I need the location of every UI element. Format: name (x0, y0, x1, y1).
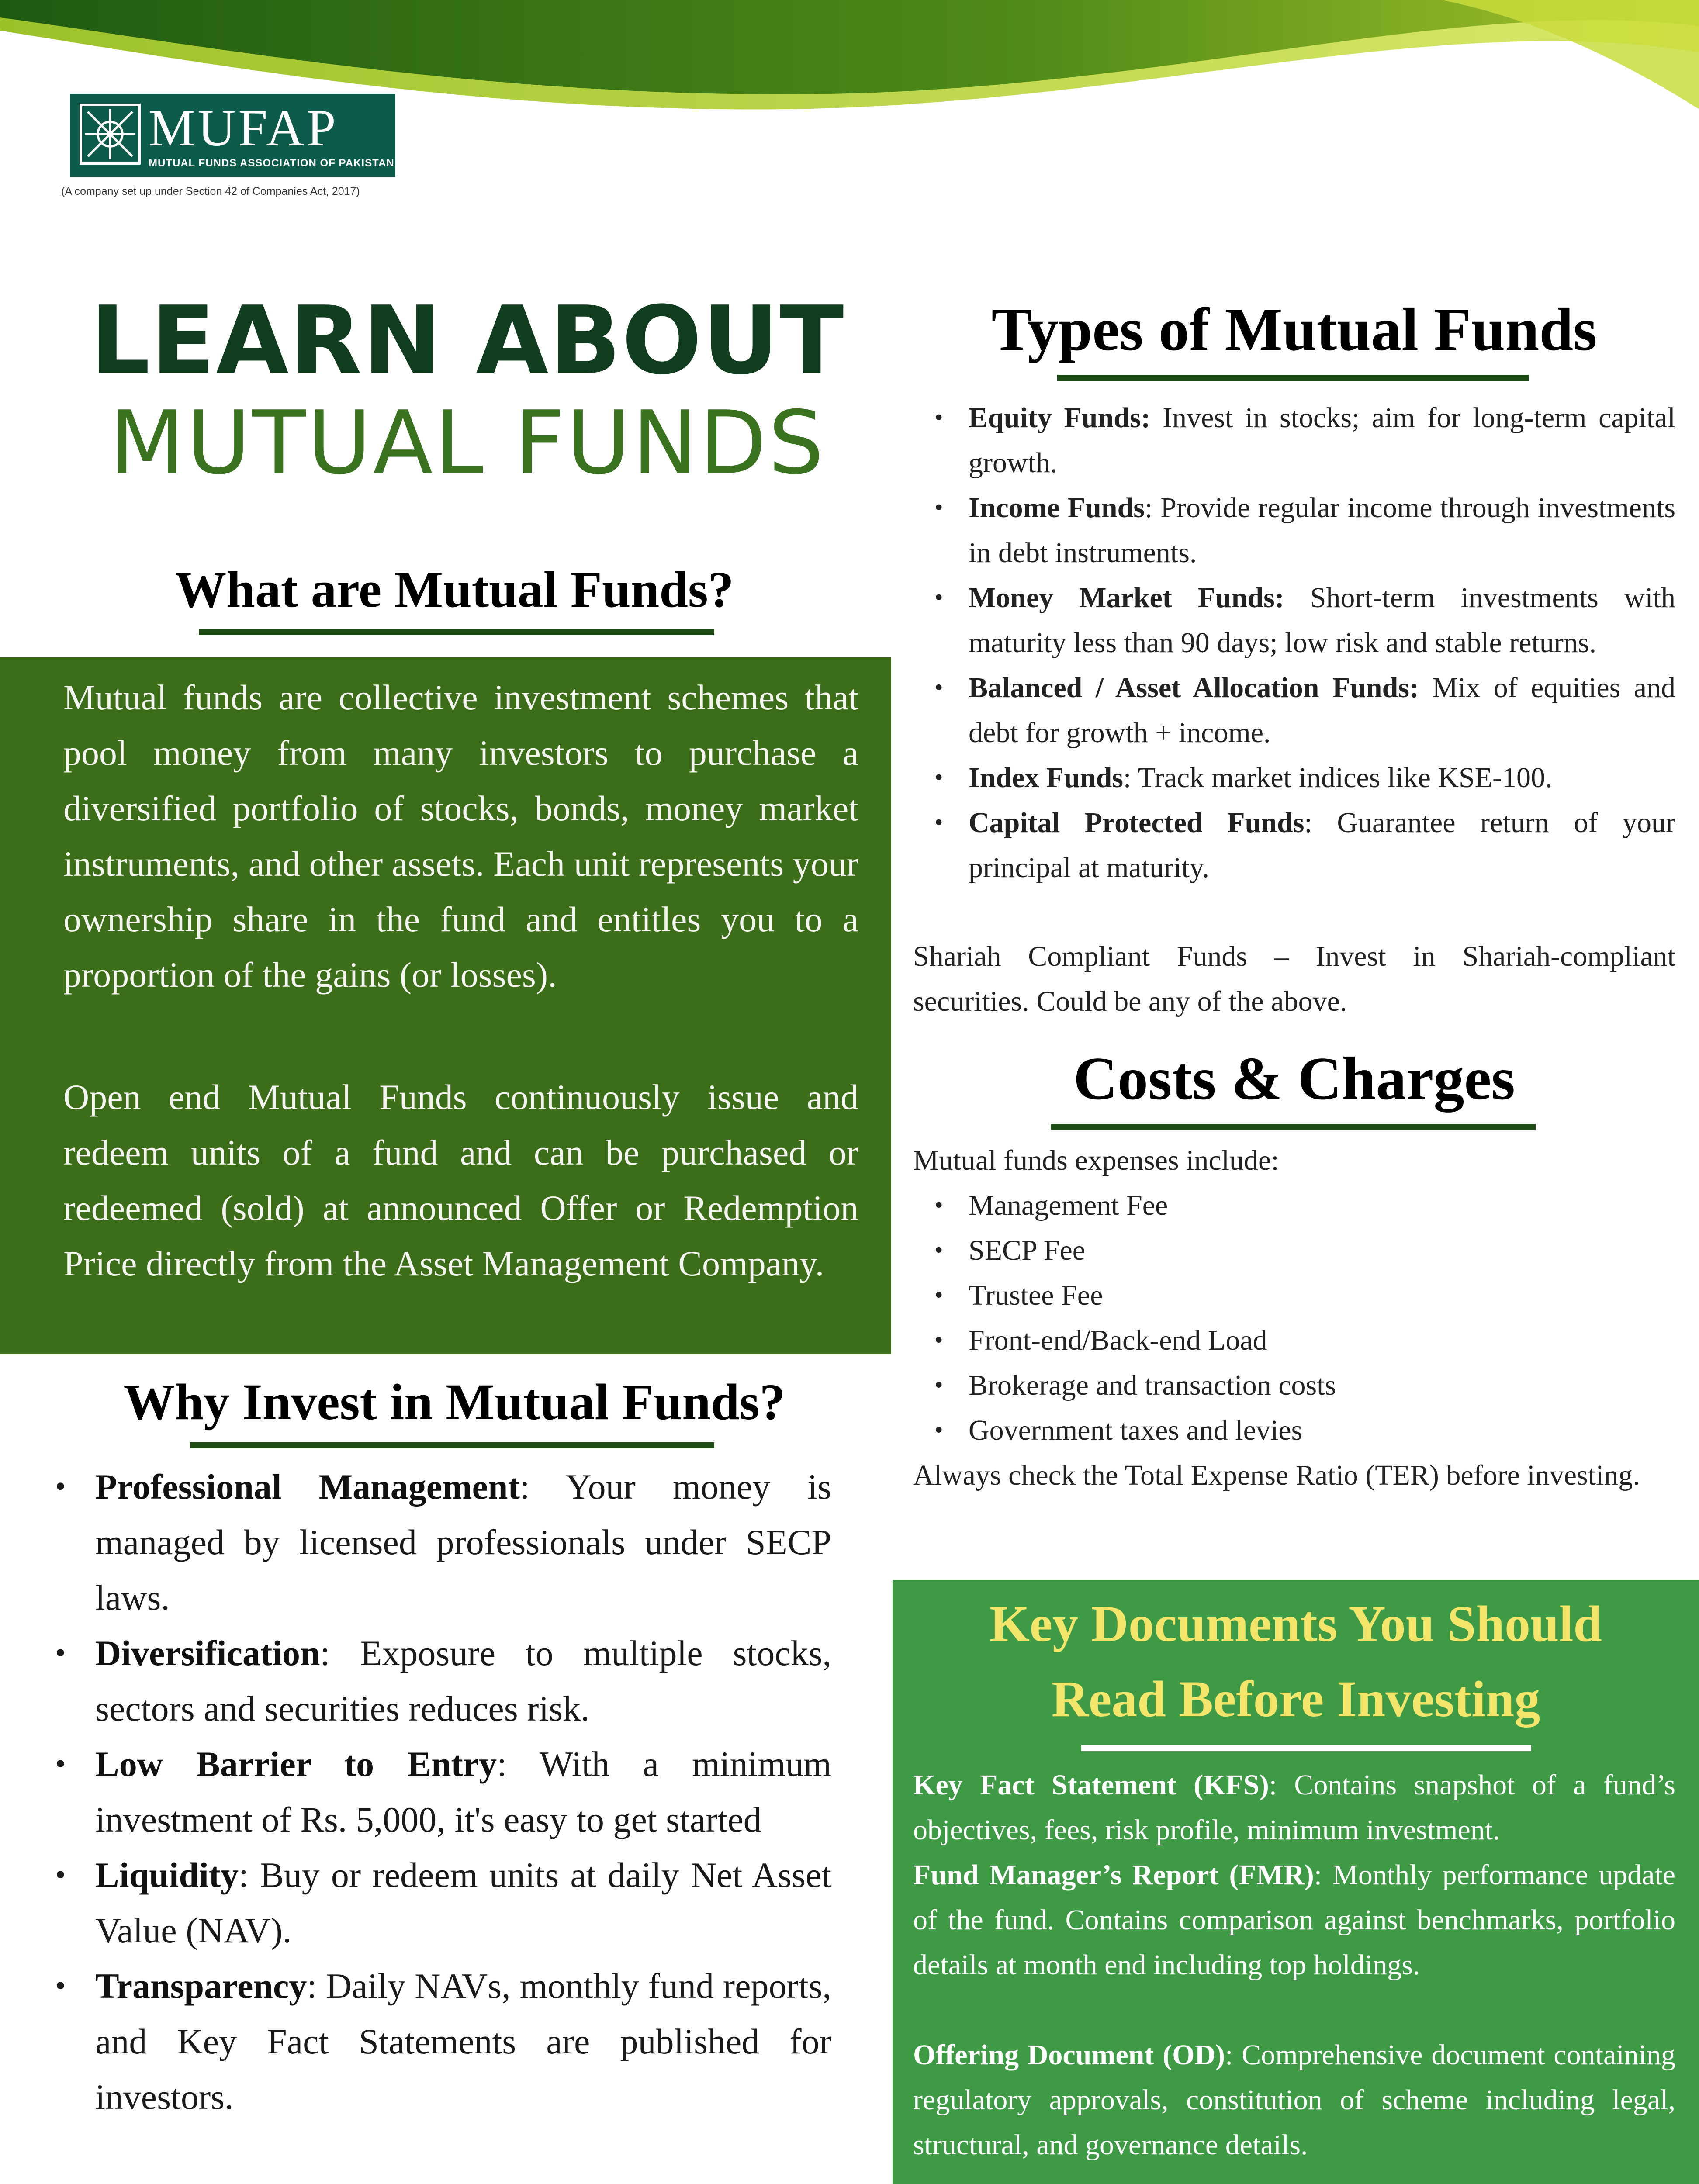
types-item-term: Income Funds (969, 492, 1145, 524)
why-item-text: : Exposure to multiple stocks, sectors and securities reduces risk. (95, 1633, 831, 1728)
why-item (95, 1459, 831, 1625)
types-item (969, 800, 1675, 890)
costs-heading: Costs & Charges (1073, 1045, 1516, 1113)
types-item-term: Balanced / Asset Allocation Funds: (969, 672, 1419, 704)
types-item-term: Equity Funds: (969, 402, 1151, 434)
why-item (95, 1958, 831, 2125)
types-item-text: : Provide regular income through investments in debt instruments. (969, 492, 1675, 569)
mufap-logo (70, 94, 395, 177)
types-list (969, 395, 1675, 890)
logo-emblem-icon (80, 104, 141, 165)
types-heading: Types of Mutual Funds (991, 296, 1597, 363)
types-item-text: Short-term investments with maturity less than 90 days; low risk and stable returns. (969, 582, 1675, 659)
costs-item: • Government taxes and levies (969, 1408, 1675, 1453)
why-item-text: : With a minimum investment of Rs. 5,000, it's easy to get started (95, 1744, 831, 1839)
costs-intro: Mutual funds expenses include: (913, 1144, 1279, 1176)
costs-note: Always check the Total Expense Ratio (TER) before investing. (913, 1459, 1640, 1491)
costs-item: • Management Fee (969, 1183, 1675, 1228)
types-item-text: : Guarantee return of your principal at maturity. (969, 807, 1675, 884)
logo-name: MUFAP (149, 99, 339, 157)
costs-item: • Brokerage and transaction costs (969, 1363, 1675, 1408)
types-heading-rule (1057, 375, 1529, 381)
costs-list (969, 1183, 1675, 1453)
why-item-term: Professional Management (95, 1467, 520, 1507)
types-item (969, 755, 1675, 800)
shariah-note: Shariah Compliant Funds – Invest in Shariah-compliant securities. Could be any of the above. (913, 940, 1675, 1017)
types-item (969, 485, 1675, 575)
why-item-text: : Buy or redeem units at daily Net Asset Value (NAV). (95, 1855, 831, 1950)
key-documents-rule (1081, 1745, 1531, 1751)
fmr-item (913, 1852, 1675, 1987)
od-term: Offering Document (OD) (913, 2039, 1225, 2071)
why-heading-rule (190, 1442, 714, 1448)
why-item-text: : Daily NAVs, monthly fund reports, and Key Fact Statements are published for investors. (95, 1966, 831, 2117)
od-item (913, 2032, 1675, 2167)
why-item-term: Diversification (95, 1633, 320, 1673)
costs-item: • SECP Fee (969, 1228, 1675, 1273)
kfs-text: : Contains snapshot of a fund’s objectives, fees, risk profile, minimum investment. (913, 1769, 1675, 1846)
why-item (95, 1736, 831, 1847)
types-item-text: : Track market indices like KSE-100. (1123, 762, 1553, 794)
what-paragraph-2: Open end Mutual Funds continuously issue and redeem units of a fund and can be purchased or redeemed (sold) at announced Offer or Redemption Price directly from the Asset Management Company. (63, 1077, 858, 1283)
main-title-line1: LEARN ABOUT (90, 286, 845, 395)
main-title-line2: MUTUAL FUNDS (109, 392, 826, 494)
what-paragraph-1: Mutual funds are collective investment schemes that pool money from many investors to purchase a diversified portfolio of stocks, bonds, money market instruments, and other assets. Each unit represents your ownership share in the fund and entitles you to a proportion of the gains (or losses). (63, 677, 858, 995)
why-item-term: Liquidity (95, 1855, 239, 1895)
why-item (95, 1847, 831, 1958)
logo-note: (A company set up under Section 42 of Companies Act, 2017) (61, 185, 360, 197)
types-item (969, 665, 1675, 755)
od-text: : Comprehensive document containing regulatory approvals, constitution of scheme including legal, structural, and governance details. (913, 2039, 1675, 2161)
why-item-text: : Your money is managed by licensed professionals under SECP laws. (95, 1467, 831, 1617)
fmr-text: : Monthly performance update of the fund. Contains comparison against benchmarks, portfolio details at month end including top holdings. (913, 1859, 1675, 1981)
types-item-text: Invest in stocks; aim for long-term capital growth. (969, 402, 1675, 479)
costs-item: • Front-end/Back-end Load (969, 1318, 1675, 1363)
key-documents-heading (893, 1586, 1699, 1737)
logo-subtitle: MUTUAL FUNDS ASSOCIATION OF PAKISTAN (149, 157, 394, 169)
costs-item: • Trustee Fee (969, 1273, 1675, 1318)
types-item (969, 395, 1675, 485)
types-item-term: Capital Protected Funds (969, 807, 1305, 839)
what-heading-rule (199, 629, 714, 635)
why-item-term: Transparency (95, 1966, 307, 2006)
key-documents-heading-line1: Key Documents You Should (989, 1595, 1602, 1652)
types-item-term: Money Market Funds: (969, 582, 1284, 614)
types-item-text: Mix of equities and debt for growth + income. (969, 672, 1676, 749)
types-item-term: Index Funds (969, 762, 1124, 794)
key-documents-heading-line2: Read Before Investing (1051, 1670, 1540, 1728)
fmr-term: Fund Manager’s Report (FMR) (913, 1859, 1314, 1891)
why-list (95, 1459, 831, 2125)
why-item (95, 1625, 831, 1736)
kfs-item (913, 1762, 1675, 1852)
costs-heading-rule (1051, 1124, 1536, 1130)
what-box (0, 657, 891, 1354)
why-heading: Why Invest in Mutual Funds? (123, 1373, 785, 1431)
what-heading: What are Mutual Funds? (175, 561, 734, 618)
types-item (969, 575, 1675, 665)
kfs-term: Key Fact Statement (KFS) (913, 1769, 1269, 1801)
why-item-term: Low Barrier to Entry (95, 1744, 497, 1784)
